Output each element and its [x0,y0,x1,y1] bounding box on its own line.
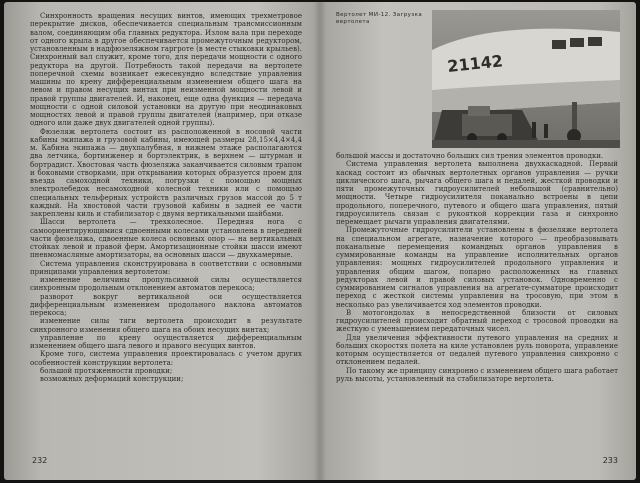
list-item: изменение величины пропульсивной силы осуществляется синхронным продольным отклонением автоматов перекоса; [30,276,302,293]
figure-caption: Вертолет МИ-12. Загрузка вертолета [336,12,423,25]
paragraph: Система управления вертолета выполнена двухкаскадной. Первый каскад состоит из обычных вертолетных органов управления — ручки циклического шага, рычага общего шага и педалей, жесткой проводки и пяти промежуточных гидроусилителей небольшой (сравнительно) мощности. Четыре гидроусилителя поканально встроены в цепи продольного, поперечного, путевого и общего шага управления, пятый гидроусилитель связан с рукояткой коррекции газа и синхронно перемещает рычаги управления двигателями. [336,160,618,226]
page-number: 233 [602,456,618,465]
paragraph: Кроме того, система управления проектировалась с учетом других особенностей конструкции вертолета: [30,350,302,367]
paragraph: Промежуточные гидроусилители установлены в фюзеляже вертолета на специальном агрегате, назначение которого — преобразовывать поканальные перемещения командных органов управления в суммированные команды на управление исполнительных органов управления: мощных гидроусилителей продольного управления и управления общим шагом, попарно расположенных на главных редукторах левой и правой силовых установок. Одновременно с суммированием сигналов управления на агрегате-сумматоре происходит переход с жесткой системы управления на тросовую, при этом в несколько раз увеличивается ход элементов проводки. [336,226,618,309]
book-spread [4,2,636,480]
list-item: возможных деформаций конструкции; [40,375,184,383]
paragraph: В мотогондолах в непосредственной близости от силовых гидроусилителей происходит обратный переход с тросовой проводки на жесткую с уменьшением передаточных чисел. [336,308,618,334]
list-item: изменение силы тяги вертолета происходит в результате синхронного изменения общего шага на обоих несущих винтах; [30,317,302,334]
page-number: 232 [32,456,48,465]
left-text-column [30,12,302,383]
right-text-column [336,152,618,383]
photo-registration: 21142 [446,51,504,76]
paragraph: Синхронность вращения несущих винтов, имеющих трехметровое перекрытие дисков, обеспечивается специальным трансмиссионным валом, соединяющим оба главных редуктора. Излом вала при переходе от одного крыла в другое обеспечивается промежуточным редуктором, установленным в надфюзеляжном гаргроте (в месте стыковки крыльев). Синхронный вал служит, кроме того, для передачи мощности с одного редуктора на другой. Потребность такой передачи на вертолете поперечной схемы возникает ежесекундно вследствие управления машины по крену дифференциальным изменением общего шага на левом и правом несущих винтах при неизменной мощности левой и правой группы двигателей. И, наконец, еще одна функция — передача мощности с одной силовой установки на другую при неодинаковых мощностях левой и правой группы двигателей (например, при отказе одного или даже двух двигателей одной группы). [30,12,302,128]
list-item: управление по крену осуществляется дифференциальным изменением общего шага левого и правого несущих винтов. [30,333,302,350]
paragraph: большой массы и достаточно больших сил трения элементов проводки. [336,152,604,160]
left-page [4,2,320,480]
paragraph: Фюзеляж вертолета состоит из расположенной в носовой части кабины экипажа и грузовой кабины, имеющей размеры 28,15×4,4×4,4 м. Кабина экипажа — двухпалубная, в нижнем этаже располагаются два летчика, бортинженер и бортэлектрик, в верхнем — штурман и бортрадист. Хвостовая часть фюзеляжа заканчивается силовым трапом и боковыми створками, при открывании которых образуется проем для въезда самоходной техники, погрузки с помощью мощных электролебедок несамоходной колесной техники или с помощью специальных тельферных устройств различных грузов массой до 5 т каждый. На хвостовой части грузовой кабины в задней ее части закреплены киль и стабилизатор с двумя вертикальными шайбами. [30,127,302,218]
helicopter-loading-photo [432,10,620,148]
paragraph: Для увеличения эффективности путевого управления на средних и больших скоростях полета на киле установлен руль поворота, управление которым осуществляется от педалей путевого управления синхронно с отклонением педалей. [336,333,618,367]
paragraph: По такому же принципу синхронно с изменением общего шага работает руль высоты, установленный на стабилизаторе вертолета. [336,366,618,383]
paragraph: Система управления сконструирована в соответствии с основными принципами управления вертолетом: [30,259,302,276]
list-item: разворот вокруг вертикальной оси осуществляется дифференциальным изменением продольного наклона автоматов перекоса; [30,292,302,317]
list-item: большой протяженности проводки; [40,366,173,375]
paragraph: Шасси вертолета — трехколесное. Передняя нога с самоориентирующимися сдвоенными колесами установлена в передней части фюзеляжа, сдвоенные колеса основных опор — на вертикальных стойках левой и правой ферм. Амортизационные стойки шасси имеют пневмомасляные амортизаторы, на основных шасси — двухкамерные. [30,218,302,260]
right-page [320,2,636,480]
